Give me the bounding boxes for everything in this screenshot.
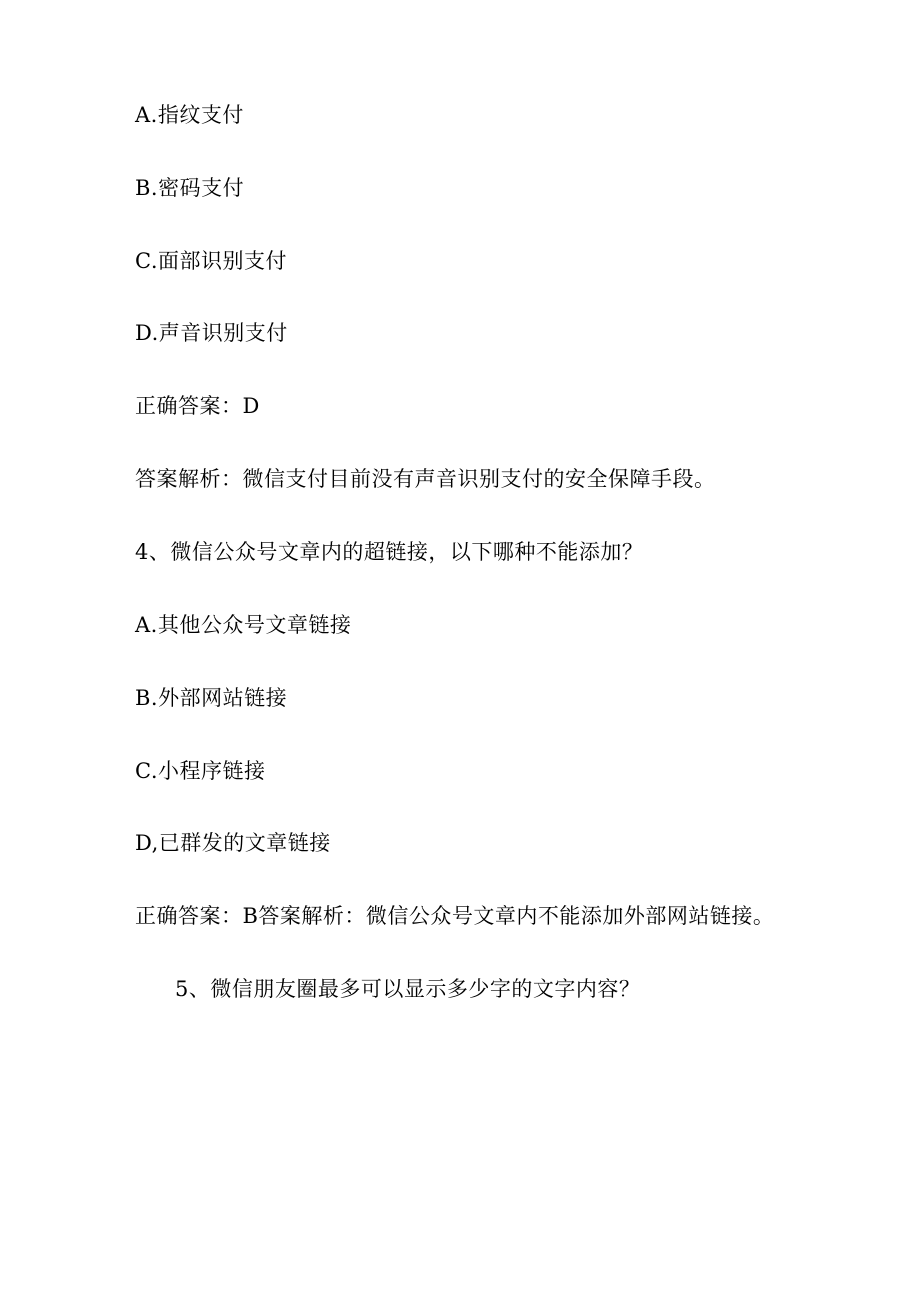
q3-option-a: A.指纹支付 — [135, 103, 244, 127]
q5-question: 5、微信朋友圈最多可以显示多少字的文字内容？ — [175, 977, 641, 1001]
q4-question: 4、微信公众号文章内的超链接，以下哪种不能添加？ — [135, 540, 644, 564]
q3-correct-answer: 正确答案：D — [135, 394, 260, 418]
q4-option-b: B.外部网站链接 — [135, 686, 288, 710]
q4-option-c: C.小程序链接 — [135, 759, 266, 783]
q4-option-d: D,已群发的文章链接 — [135, 831, 331, 855]
q4-answer-and-explanation: 正确答案：B答案解析：微信公众号文章内不能添加外部网站链接。 — [135, 904, 775, 928]
q4-option-a: A.其他公众号文章链接 — [135, 613, 352, 637]
q3-explanation: 答案解析：微信支付目前没有声音识别支付的安全保障手段。 — [135, 467, 716, 491]
q3-option-d: D.声音识别支付 — [135, 321, 288, 345]
q3-option-b: B.密码支付 — [135, 176, 245, 200]
q3-option-c: C.面部识别支付 — [135, 249, 287, 273]
